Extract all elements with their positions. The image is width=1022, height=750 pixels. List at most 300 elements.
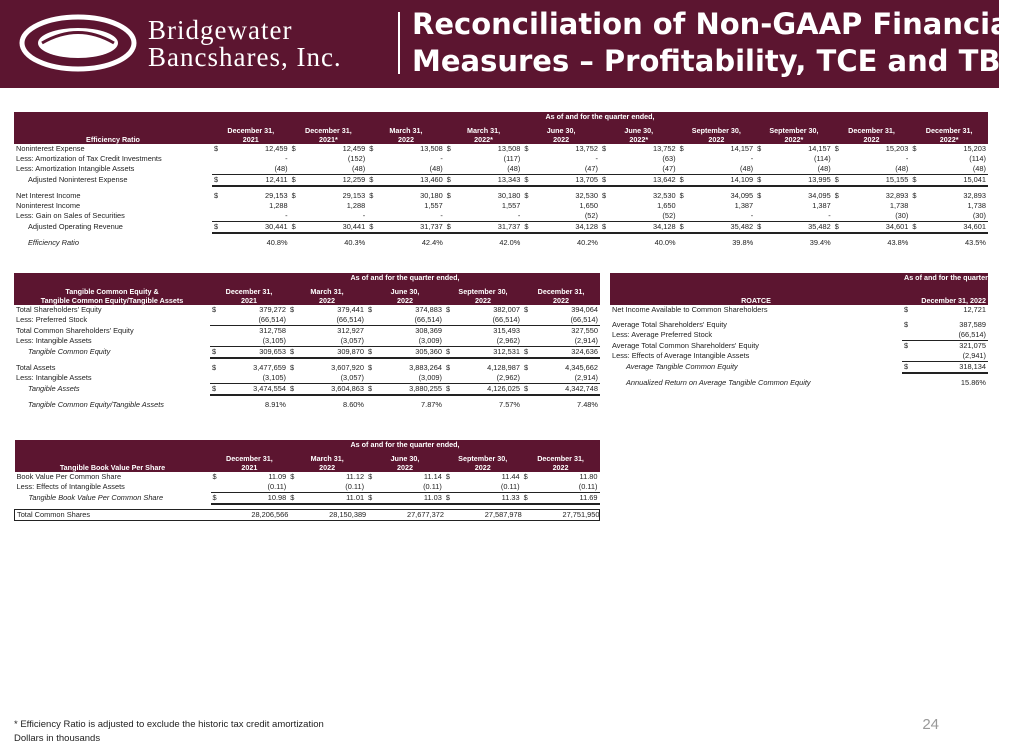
currency-symbol: $ xyxy=(679,191,684,200)
currency-symbol xyxy=(600,201,639,211)
currency-symbol xyxy=(600,211,639,222)
efficiency-cell: 15,203 xyxy=(885,144,909,153)
currency-symbol: $ xyxy=(290,472,295,481)
tce-cell: 312,927 xyxy=(337,326,364,335)
efficiency-cell: 15,155 xyxy=(872,175,911,187)
efficiency-cell: 1,650 xyxy=(657,201,676,210)
currency-symbol xyxy=(678,211,717,222)
efficiency-cell: 12,459 xyxy=(264,144,288,153)
tce-col-header-line-2: 2022 xyxy=(475,296,491,305)
efficiency-cell: 32,530 xyxy=(575,191,598,200)
currency-symbol xyxy=(366,373,405,384)
currency-symbol: $ xyxy=(288,493,327,505)
currency-symbol: $ xyxy=(522,175,561,187)
tce-cell: 7.57% xyxy=(499,400,520,409)
efficiency-cell: 34,095 xyxy=(808,191,831,200)
tce-cell: (2,962) xyxy=(483,373,522,384)
currency-symbol: $ xyxy=(834,191,839,200)
roatce-row xyxy=(610,351,988,362)
tce-cell: (3,057) xyxy=(327,336,366,347)
currency-symbol xyxy=(833,154,872,164)
tbv-row xyxy=(15,482,600,493)
efficiency-cell: (117) xyxy=(503,154,521,163)
efficiency-col-header xyxy=(600,122,678,144)
tbv-col-header xyxy=(444,450,522,472)
currency-symbol: $ xyxy=(600,175,639,187)
currency-symbol xyxy=(367,211,406,222)
tce-banner: As of and for the quarter ended, xyxy=(210,273,600,283)
currency-symbol: $ xyxy=(212,472,217,481)
tbv-cell: 11.80 xyxy=(579,472,598,481)
efficiency-cell: 13,752 xyxy=(652,144,676,153)
currency-symbol: $ xyxy=(902,362,916,374)
tce-cell: 7.87% xyxy=(421,400,442,409)
roatce-column-header: December 31, 2022 xyxy=(902,283,988,305)
efficiency-row xyxy=(14,201,988,211)
efficiency-cell: - xyxy=(484,211,523,222)
currency-symbol: $ xyxy=(211,493,250,505)
currency-symbol: $ xyxy=(678,222,717,234)
efficiency-cell: 30,441 xyxy=(328,222,367,234)
efficiency-col-header-line-2: 2022* xyxy=(939,135,959,144)
currency-symbol: $ xyxy=(444,384,483,396)
currency-symbol xyxy=(445,164,484,175)
tce-col-header-line-2: 2021 xyxy=(241,296,257,305)
roatce-row-label: Average Total Shareholders' Equity xyxy=(612,320,727,329)
efficiency-cell: 34,601 xyxy=(949,222,988,234)
currency-symbol: $ xyxy=(366,493,405,505)
currency-symbol: $ xyxy=(524,144,529,153)
tbv-cell: (0.11) xyxy=(483,482,522,493)
currency-symbol: $ xyxy=(755,175,794,187)
page-number: 24 xyxy=(922,716,939,733)
currency-symbol: $ xyxy=(444,493,483,505)
roatce-row xyxy=(610,330,988,341)
currency-symbol xyxy=(290,201,329,211)
currency-symbol xyxy=(755,154,794,164)
efficiency-cell: (52) xyxy=(561,211,600,222)
efficiency-col-header-line-2: 2021* xyxy=(318,135,338,144)
efficiency-cell: - xyxy=(251,211,290,222)
currency-symbol: $ xyxy=(212,222,251,234)
currency-symbol xyxy=(367,164,406,175)
efficiency-cell: 15,041 xyxy=(949,175,988,187)
currency-symbol xyxy=(212,164,251,175)
currency-symbol: $ xyxy=(757,144,762,153)
efficiency-cell: (152) xyxy=(347,154,366,163)
currency-symbol: $ xyxy=(522,384,561,396)
footnote-units: Dollars in thousands xyxy=(14,733,101,744)
efficiency-cell: 29,153 xyxy=(342,191,366,200)
currency-symbol: $ xyxy=(522,493,561,505)
currency-symbol xyxy=(211,509,250,520)
efficiency-row-label: Noninterest Income xyxy=(16,201,81,210)
efficiency-cell: 34,128 xyxy=(561,222,600,234)
currency-symbol: $ xyxy=(290,363,295,372)
efficiency-row-label: Noninterest Expense xyxy=(16,144,85,153)
efficiency-cell: 12,411 xyxy=(251,175,290,187)
tce-cell: 8.60% xyxy=(343,400,364,409)
currency-symbol xyxy=(902,351,916,362)
tce-row-label: Total Assets xyxy=(16,363,56,372)
currency-symbol xyxy=(212,211,251,222)
efficiency-cell: 14,157 xyxy=(808,144,831,153)
currency-symbol xyxy=(288,373,327,384)
currency-symbol xyxy=(678,238,717,248)
tbv-cell: 28,206,566 xyxy=(251,509,289,519)
currency-symbol: $ xyxy=(904,305,909,314)
tbv-cell: 11.44 xyxy=(501,472,520,481)
currency-symbol xyxy=(288,400,327,410)
tce-cell: 3,477,659 xyxy=(253,363,286,372)
tce-row-label: Tangible Common Equity/Tangible Assets xyxy=(28,400,164,409)
tce-row-header xyxy=(14,283,210,305)
currency-symbol xyxy=(445,238,484,248)
efficiency-cell: 1,387 xyxy=(812,201,831,210)
efficiency-cell: 32,893 xyxy=(963,191,986,200)
efficiency-col-header-line-2: 2022 xyxy=(863,135,880,144)
tce-cell: 7.48% xyxy=(577,400,598,409)
tce-cell: 382,007 xyxy=(493,305,520,314)
efficiency-row xyxy=(14,154,988,164)
tce-row-header-line-2: Tangible Common Equity/Tangible Assets xyxy=(40,296,184,305)
efficiency-row-label: Efficiency Ratio xyxy=(28,238,79,247)
tce-col-header xyxy=(444,283,522,305)
currency-symbol xyxy=(522,211,561,222)
tce-row xyxy=(14,326,600,337)
roatce-cell: 12,721 xyxy=(963,305,986,314)
efficiency-row-label: Less: Gain on Sales of Securities xyxy=(16,211,125,221)
efficiency-cell: (30) xyxy=(872,211,911,222)
title-line-2: Measures – Profitability, TCE and TBV xyxy=(412,44,1022,78)
currency-symbol xyxy=(910,211,949,222)
efficiency-col-header xyxy=(755,122,833,144)
bridgewater-logo-icon xyxy=(18,14,138,72)
currency-symbol: $ xyxy=(445,175,484,187)
tce-cell: 4,345,662 xyxy=(565,363,598,372)
tce-cell: (66,514) xyxy=(561,315,600,326)
tbv-cell: 11.09 xyxy=(268,472,287,481)
roatce-cell: 15.86% xyxy=(960,378,986,387)
currency-symbol: $ xyxy=(524,305,529,314)
efficiency-row-label: Adjusted Operating Revenue xyxy=(28,222,123,232)
tbv-cell: 11.03 xyxy=(405,493,444,505)
tce-cell: 4,342,748 xyxy=(561,384,600,396)
efficiency-col-header xyxy=(910,122,988,144)
tbv-col-header xyxy=(211,450,289,472)
roatce-row-label: Less: Average Preferred Stock xyxy=(612,330,713,340)
efficiency-col-header-line-1: March 31, xyxy=(466,126,501,135)
tce-col-header-line-2: 2022 xyxy=(397,296,413,305)
efficiency-cell: 42.0% xyxy=(499,238,521,247)
efficiency-row xyxy=(14,175,988,187)
currency-symbol xyxy=(366,336,405,347)
logo-line-2: Bancshares, Inc. xyxy=(148,42,342,72)
efficiency-col-header xyxy=(522,122,600,144)
currency-symbol xyxy=(288,315,327,326)
tbv-cell: 11.01 xyxy=(327,493,366,505)
efficiency-cell: 13,343 xyxy=(484,175,523,187)
efficiency-cell: 31,737 xyxy=(484,222,523,234)
efficiency-row-label: Less: Amortization Intangible Assets xyxy=(16,164,135,174)
currency-symbol xyxy=(902,330,916,341)
currency-symbol xyxy=(210,336,249,347)
tbv-cell: 11.12 xyxy=(346,472,365,481)
currency-symbol: $ xyxy=(446,363,451,372)
page-title xyxy=(412,6,1022,80)
currency-symbol: $ xyxy=(212,305,217,314)
efficiency-cell: 34,095 xyxy=(730,191,754,200)
currency-symbol xyxy=(366,326,405,337)
currency-symbol: $ xyxy=(368,363,373,372)
currency-symbol xyxy=(833,164,872,175)
efficiency-col-header-line-1: March 31, xyxy=(389,126,423,135)
currency-symbol xyxy=(755,211,794,222)
roatce-row xyxy=(610,362,988,374)
efficiency-cell: 40.2% xyxy=(577,238,598,247)
efficiency-cell: 32,893 xyxy=(885,191,909,200)
tce-row-label: Total Shareholders' Equity xyxy=(16,305,102,314)
efficiency-row-label: Adjusted Noninterest Expense xyxy=(28,175,128,185)
efficiency-cell: - xyxy=(716,211,755,222)
efficiency-cell: 39.4% xyxy=(809,238,831,247)
currency-symbol xyxy=(367,201,406,211)
company-logo xyxy=(14,12,394,76)
efficiency-col-header-line-2: 2022* xyxy=(784,135,804,144)
currency-symbol xyxy=(833,238,872,248)
efficiency-cell: 13,752 xyxy=(575,144,598,153)
currency-symbol xyxy=(212,201,251,211)
tce-cell: (3,009) xyxy=(405,373,444,384)
tbv-col-header-line-2: 2022 xyxy=(474,463,491,472)
tbv-cell: 11.14 xyxy=(423,472,442,481)
currency-symbol: $ xyxy=(833,222,872,234)
efficiency-cell: 14,157 xyxy=(730,144,754,153)
tce-cell: 315,493 xyxy=(493,326,520,335)
tbv-col-header-line-2: 2022 xyxy=(319,463,336,472)
tbv-row xyxy=(15,493,600,505)
currency-symbol: $ xyxy=(904,341,909,350)
tce-col-header xyxy=(522,283,600,305)
efficiency-col-header-line-1: September 30, xyxy=(769,126,819,135)
efficiency-col-header-line-1: December 31, xyxy=(305,126,352,135)
efficiency-cell: 29,153 xyxy=(264,191,288,200)
currency-symbol: $ xyxy=(368,472,373,481)
currency-symbol xyxy=(367,238,406,248)
currency-symbol xyxy=(755,238,794,248)
currency-symbol xyxy=(600,154,639,164)
efficiency-cell: (48) xyxy=(794,164,833,175)
tbv-cell: 10.98 xyxy=(249,493,288,505)
roatce-row-label: Less: Effects of Average Intangible Assets xyxy=(612,351,750,361)
efficiency-row xyxy=(14,238,988,248)
efficiency-cell: (30) xyxy=(949,211,988,222)
currency-symbol: $ xyxy=(524,191,529,200)
currency-symbol xyxy=(367,154,406,164)
currency-symbol xyxy=(522,482,561,493)
tbv-row xyxy=(15,472,600,482)
currency-symbol xyxy=(678,164,717,175)
efficiency-cell: 43.8% xyxy=(887,238,909,247)
efficiency-cell: (52) xyxy=(639,211,678,222)
currency-symbol xyxy=(600,164,639,175)
tce-row xyxy=(14,363,600,373)
tce-row-label: Less: Intangible Assets xyxy=(16,373,92,383)
currency-symbol: $ xyxy=(366,347,405,359)
currency-symbol: $ xyxy=(912,191,917,200)
currency-symbol: $ xyxy=(601,191,607,200)
tce-row-header-line-1: Tangible Common Equity & xyxy=(65,287,159,296)
efficiency-row xyxy=(14,164,988,175)
currency-symbol xyxy=(522,238,561,248)
currency-symbol: $ xyxy=(833,175,872,187)
tce-row xyxy=(14,315,600,326)
tce-col-header xyxy=(210,283,288,305)
efficiency-cell: (48) xyxy=(251,164,290,175)
tbv-cell: (0.11) xyxy=(561,482,600,493)
tce-row-label: Less: Preferred Stock xyxy=(16,315,88,325)
efficiency-cell: 40.0% xyxy=(654,238,676,247)
currency-symbol: $ xyxy=(290,175,329,187)
efficiency-cell: 13,705 xyxy=(561,175,600,187)
tce-col-header-line-1: March 31, xyxy=(310,287,344,296)
tbv-col-header xyxy=(288,450,366,472)
currency-symbol: $ xyxy=(210,347,249,359)
tce-col-header-line-2: 2022 xyxy=(319,296,335,305)
currency-symbol: $ xyxy=(366,384,405,396)
efficiency-cell: 34,601 xyxy=(872,222,911,234)
efficiency-cell: - xyxy=(328,211,367,222)
currency-symbol xyxy=(444,326,483,337)
efficiency-cell: 13,995 xyxy=(794,175,833,187)
efficiency-row-label: Less: Amortization of Tax Credit Investments xyxy=(16,154,162,163)
roatce-cell: 318,134 xyxy=(916,362,988,374)
tce-cell: (3,105) xyxy=(249,336,288,347)
tbv-row-header: Tangible Book Value Per Share xyxy=(15,450,211,472)
efficiency-col-header-line-1: September 30, xyxy=(691,126,741,135)
currency-symbol: $ xyxy=(290,222,329,234)
tbv-col-header xyxy=(522,450,600,472)
currency-symbol: $ xyxy=(446,305,451,314)
currency-symbol: $ xyxy=(834,144,839,153)
tce-cell: (3,105) xyxy=(249,373,288,384)
efficiency-cell: - xyxy=(440,154,443,163)
tce-col-header xyxy=(288,283,366,305)
currency-symbol: $ xyxy=(522,347,561,359)
tce-cell: 379,441 xyxy=(337,305,364,314)
efficiency-col-header-line-2: 2022* xyxy=(629,135,649,144)
currency-symbol xyxy=(444,336,483,347)
tce-cell: 324,636 xyxy=(561,347,600,359)
currency-symbol: $ xyxy=(288,384,327,396)
tce-cell: 327,550 xyxy=(571,326,598,335)
efficiency-col-header-line-1: December 31, xyxy=(848,126,895,135)
currency-symbol xyxy=(600,238,639,248)
efficiency-cell: (114) xyxy=(969,154,986,163)
efficiency-col-header-line-2: 2022 xyxy=(397,135,414,144)
roatce-row-label: Average Total Common Shareholders' Equity xyxy=(612,340,759,350)
tce-row xyxy=(14,373,600,384)
tangible-common-equity-table xyxy=(14,273,600,410)
tbv-row-label: Book Value Per Common Share xyxy=(16,472,122,481)
tce-row xyxy=(14,347,600,359)
currency-symbol xyxy=(522,201,561,211)
tce-cell: 374,883 xyxy=(415,305,442,314)
tbv-row xyxy=(15,509,600,520)
tce-cell: 3,604,863 xyxy=(327,384,366,396)
efficiency-cell: - xyxy=(794,211,833,222)
efficiency-col-header xyxy=(367,122,445,144)
efficiency-row-header: Efficiency Ratio xyxy=(14,122,212,144)
efficiency-col-header-line-1: December 31, xyxy=(227,126,275,135)
efficiency-cell: 12,459 xyxy=(342,144,366,153)
currency-symbol xyxy=(444,373,483,384)
efficiency-cell: 13,508 xyxy=(420,144,443,153)
efficiency-cell: 32,530 xyxy=(652,191,676,200)
roatce-row xyxy=(610,341,988,352)
tce-cell: (66,514) xyxy=(249,315,288,326)
currency-symbol: $ xyxy=(755,222,794,234)
currency-symbol: $ xyxy=(291,144,296,153)
currency-symbol: $ xyxy=(679,144,684,153)
currency-symbol xyxy=(444,482,483,493)
efficiency-cell: 40.3% xyxy=(344,238,366,247)
currency-symbol xyxy=(444,400,483,410)
currency-symbol: $ xyxy=(678,175,717,187)
tbv-col-header-line-2: 2022 xyxy=(552,463,569,472)
efficiency-cell: 13,642 xyxy=(639,175,678,187)
currency-symbol: $ xyxy=(910,222,949,234)
roatce-cell: 321,075 xyxy=(959,341,986,350)
efficiency-cell: 1,387 xyxy=(734,201,754,210)
tbv-col-header-line-1: June 30, xyxy=(390,454,420,463)
currency-symbol xyxy=(290,164,329,175)
tce-cell: 4,126,025 xyxy=(483,384,522,396)
currency-symbol: $ xyxy=(210,384,249,396)
tce-cell: (2,962) xyxy=(483,336,522,347)
currency-symbol xyxy=(288,326,327,337)
currency-symbol: $ xyxy=(445,222,484,234)
currency-symbol xyxy=(288,482,327,493)
efficiency-cell: (48) xyxy=(872,164,911,175)
efficiency-cell: (48) xyxy=(716,164,755,175)
efficiency-col-header xyxy=(445,122,523,144)
tce-cell: 4,128,987 xyxy=(487,363,520,372)
currency-symbol xyxy=(210,400,249,410)
tce-col-header-line-1: June 30, xyxy=(390,287,420,296)
efficiency-cell: (63) xyxy=(662,154,676,163)
efficiency-cell: 1,650 xyxy=(579,201,598,210)
tbv-cell: 28,150,389 xyxy=(329,509,367,519)
currency-symbol: $ xyxy=(757,191,762,200)
header-divider xyxy=(398,12,400,74)
tce-row-label: Tangible Assets xyxy=(28,384,80,394)
efficiency-col-header-line-1: December 31, xyxy=(925,126,973,135)
tbv-col-header xyxy=(366,450,444,472)
efficiency-cell: - xyxy=(750,154,754,163)
currency-symbol xyxy=(290,154,329,164)
efficiency-cell: 1,557 xyxy=(501,201,521,210)
efficiency-cell: 35,482 xyxy=(716,222,755,234)
tce-col-header-line-1: September 30, xyxy=(458,287,508,296)
currency-symbol: $ xyxy=(212,363,217,372)
currency-symbol xyxy=(833,201,872,211)
tbv-cell: 27,677,372 xyxy=(406,509,444,519)
roatce-row-label: Average Tangible Common Equity xyxy=(626,362,738,372)
efficiency-col-header-line-1: June 30, xyxy=(546,126,576,135)
efficiency-cell: (114) xyxy=(814,154,831,163)
efficiency-cell: 39.8% xyxy=(732,238,754,247)
